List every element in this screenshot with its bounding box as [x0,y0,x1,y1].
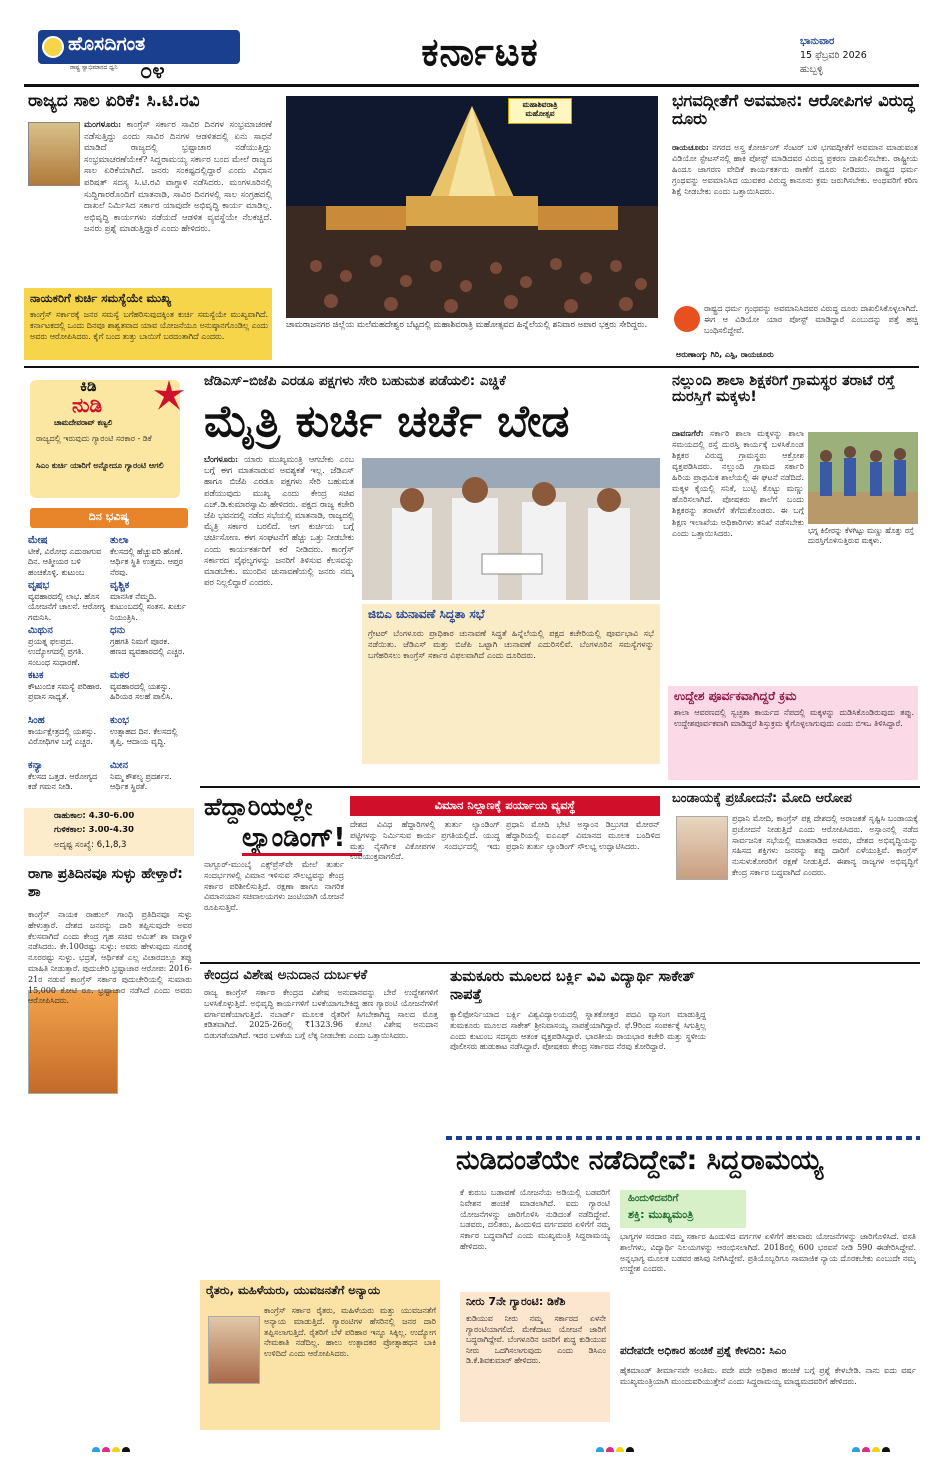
photo-caption: ಚಾಮರಾಜನಗರ ಜಿಲ್ಲೆಯ ಮಲೆಮಹದೇಶ್ವರ ಬೆಟ್ಟದಲ್ಲಿ ಮಹಾಶಿವರಾತ್ರಿ ಮಹೋತ್ಸವದ ಹಿನ್ನೆಲೆಯಲ್ಲಿ ಶನಿವಾರ ಅಪಾರ ಭಕ್ತರು ಸೇರಿದ್ದರು. [286,320,648,330]
power-headline: ಪದೇಪದೇ ಅಧಿಕಾರ ಹಂಚಿಕೆ ಪ್ರಶ್ನೆ ಕೇಳದಿರಿ: ಸಿಎಂ [620,1346,787,1357]
horoscope-sign [28,714,106,758]
story-dateline: ರಾಯಚೂರು: [672,142,709,152]
school-photo [808,432,918,524]
kidi-title: ಕಿಡಿ [80,378,97,394]
lead-story [200,372,662,782]
malvan-headline [718,968,918,986]
logo-tagline: ರಾಷ್ಟ್ರ ಸ್ವಾಭಿಮಾನದ ಧ್ವನಿ [70,64,118,71]
story-gita [668,92,920,364]
story-amit-shah [24,860,194,1440]
lead-body [204,454,354,764]
kidi-line2: ಸಿಎಂ ಕುರ್ಚಿ ಯಾರಿಗೆ ಅನ್ನೋದೂ ಗ್ಯಾರಂಟಿ ಆಗಲಿ [36,460,164,470]
school-sub-headline: ಉದ್ದೇಶ ಪೂರ್ವಕವಾಗಿದ್ದರೆ ಕ್ರಮ [674,690,797,703]
horoscope-sign-name: ತುಲಾ [110,535,129,546]
quote-icon [674,306,700,332]
horoscope-sign-text: ಕೌಟುಂಬಿಕ ಸಮಸ್ಯೆ ಪರಿಹಾರ. ಪ್ರವಾಸ ಸಾಧ್ಯತೆ. [28,682,102,702]
story-modi [668,790,920,958]
airport-body-2: ದೇಶದ ವಿವಿಧ ಹೆದ್ದಾರಿಗಳಲ್ಲಿ ತುರ್ತು ಲ್ಯಾಂಡಿಂಗ್ ಪಟ್ಟಿಗಳನ್ನು ನಿರ್ಮಿಸುವ ಕಾರ್ಯ ಪ್ರಗತಿಯಲ್ಲಿದೆ. ಯುದ್ಧ ಮತ್ತು ನೈಸರ್ಗಿಕ ವಿಕೋಪಗಳ ಸಂದರ್ಭದಲ್ಲಿ ಇದು ಉಪಯುಕ್ತವಾಗಲಿದೆ. [350,820,500,862]
story-body [672,142,918,302]
siddu-box-title [620,1190,746,1228]
grant-headline: ಕೇಂದ್ರದ ವಿಶೇಷ ಅನುದಾನ ದುರ್ಬಳಕೆ [204,968,368,983]
school-body [672,428,804,684]
lead-headline: ಮೈತ್ರಿ ಕುರ್ಚಿ ಚರ್ಚೆ ಬೇಡ [204,398,570,447]
horoscope-sign-text: ವ್ಯವಹಾರದಲ್ಲಿ ಯಶಸ್ಸು. ಹಿರಿಯರ ಸಲಹೆ ಪಾಲಿಸಿ. [110,682,173,702]
horoscope-sign-text: ಕೆಲಸದ ಒತ್ತಡ. ಆರೋಗ್ಯದ ಕಡೆ ಗಮನ ನೀಡಿ. [28,772,98,792]
horoscope-sign [28,534,106,578]
row-divider [200,786,920,788]
horoscope-sign-name: ಮಿಥುನ [28,625,53,636]
logo-emblem-icon [42,36,64,58]
story-body [84,120,272,284]
school-photo-illustration [808,432,918,524]
horoscope-title: ದಿನ ಭವಿಷ್ಯ [30,508,188,528]
dk-headline: ನೀರು 7ನೇ ಗ್ಯಾರಂಟಿ: ಡಿಕೆಶಿ [466,1296,566,1308]
horoscope-sign-text: ಕೆಲಸದಲ್ಲಿ ಹೆಚ್ಚುವರಿ ಹೊಣೆ. ಆರ್ಥಿಕ ಸ್ಥಿತಿ ಉತ್ತಮ. ಆಪ್ತರ ನೆರವು. [110,547,183,577]
horoscope-sign-name: ಧನು [110,625,126,636]
horoscope-sign-name: ಕುಂಭ [110,715,129,726]
gulikakala: ಗುಳಿಕಕಾಲ: 3.00-4.30 [54,826,134,835]
horoscope-sign [110,534,188,578]
kidi-author: ಚಾಮದೇವರಾವ್ ಕಣ್ವಲಿ [54,418,113,427]
amit-headline: ರಾಗಾ ಪ್ರತಿದಿನವೂ ಸುಳ್ಳು ಹೇಳ್ತಾರೆ: ಶಾ [28,866,183,900]
row-divider [200,962,920,964]
quote-attribution: ಅರುಣಾಂಗ್ಶು ಗಿರಿ, ಎಸ್ಪಿ, ರಾಯಚೂರು [676,350,774,359]
sub-body: ಕಾಂಗ್ರೆಸ್ ಸರ್ಕಾರಕ್ಕೆ ಜನರ ಸಮಸ್ಯೆ ಬಗೆಹರಿಸುವುದಕ್ಕಿಂತ ಕುರ್ಚಿ ಸಮಸ್ಯೆಯೇ ಮುಖ್ಯವಾಗಿದೆ. ಕರ್ನಾಟಕದಲ್ಲಿ ಒಂದು ದಿನವೂ ಶಾಶ್ವತವಾದ ಯಾವ ಯೋಜನೆಯೂ ಅನುಷ್ಠಾನಗೊಂಡಿಲ್ಲ ಎಂದು ಅವರು ಆರೋಪಿಸಿದರು. ಕೈಗೆ ಬಂದ ತುತ್ತು ಬಾಯಿಗೆ ಬರದಂತಾಗಿದೆ ಎಂದರು. [30,310,268,341]
story-dateline: ಮಂಗಳೂರು: [84,120,122,130]
temple-photo-illustration [286,96,658,318]
story-debt [24,92,274,360]
story-text: ನಗರದ ಅಸ್ತ್ರ ಕೋರ್ಚಿಂಗ್ ಸೆಂಟರ್ ಬಳಿ ಭಗವದ್ಗೀತೆಗೆ ಅವಮಾನ ಮಾಡುವಂತ ವಿಡಿಯೋ ಸ್ಟೇಟಸ್‌ನಲ್ಲಿ ಹಾಕಿ ಪೋಸ್ಟ್ ಮಾಡಿದವರ ವಿರುದ್ಧ ಪ್ರಕರಣ ದಾಖಲಿಸಬೇಕು. ರಾಷ್ಟ್ರೀಯ ಹಿಂದೂ ಜಾಗರಣ ವೇದಿಕೆ ಕಾರ್ಯಕರ್ತರು ಠಾಣೆಗೆ ದೂರು ನೀಡಿದರು. ರಾಷ್ಟ್ರದ ಧರ್ಮ ಗ್ರಂಥವನ್ನು ಅವಮಾನಿಸಿದ ಯುವಕರ ವಿರುದ್ಧ ಕಾನೂನು ಕ್ರಮ ಜರುಗಿಸಬೇಕು. ಅಂಥವರಿಗೆ ಕಠಿಣ ಶಿಕ್ಷೆ ನೀಡಬೇಕು ಎಂದು ಒತ್ತಾಯಿಸಿದರು. [672,142,918,197]
horoscope-sign [28,759,106,803]
horoscope-footer [24,808,194,856]
story-malvan [714,966,920,1130]
airport-body-1: ನಾಗ್ಪೂರ್-ಮುಂಬೈ ಎಕ್ಸ್‌ಪ್ರೆಸ್‌ವೇ ಮೇಲೆ ತುರ್ತು ಸಂದರ್ಭಗಳಲ್ಲಿ ವಿಮಾನ ಇಳಿಸುವ ಸೌಲಭ್ಯವನ್ನು ಕೇಂದ್ರ ಸರ್ಕಾರ ಪರಿಶೀಲಿಸುತ್ತಿದೆ. ರಕ್ಷಣಾ ಹಾಗೂ ನಾಗರಿಕ ವಿಮಾನಯಾನ ಸಚಿವಾಲಯಗಳು ಜಂಟಿಯಾಗಿ ಯೋಜನೆ ರೂಪಿಸುತ್ತಿವೆ. [204,860,344,913]
horoscope-grid [28,534,188,808]
horoscope-sign-text: ನಿಮ್ಮ ಕೌಶಲ್ಯ ಪ್ರದರ್ಶನ. ಆರ್ಥಿಕ ಸ್ಥಿರತೆ. [110,772,172,792]
lead-sub-headline: ಜಿಬಿಎ ಚುನಾವಣೆ ಸಿದ್ಧತಾ ಸಭೆ [368,608,485,621]
story-highway-landing [200,790,662,958]
horoscope-sign [110,714,188,758]
sub-box [24,288,272,360]
lead-photo [362,458,660,600]
lead-sub-box [362,604,660,764]
story-headline: ರಾಜ್ಯದ ಸಾಲ ಏರಿಕೆ: ಸಿ.ಟಿ.ರವಿ [28,92,200,111]
horoscope-sign [28,624,106,668]
horoscope-sign-name: ಮೀನ [110,760,128,771]
horoscope-sign [110,624,188,668]
kidi-nudi-box [24,372,194,502]
stripe-divider [446,1136,920,1140]
school-headline: ನಲ್ಲುಂದಿ ಶಾಲಾ ಶಿಕ್ಷಕರಿಗೆ ಗ್ರಾಮಸ್ಥರ ತರಾಟೆ ರಸ್ತೆ ದುರಸ್ತಿಗೆ ಮಕ್ಕಳು! [672,374,895,405]
siddu-box-body: ಭಾಗ್ಯಗಳ ಸರದಾರ ನಮ್ಮ ಸರ್ಕಾರ ಹಿಂದುಳಿದ ವರ್ಗಗಳ ಏಳಿಗೆಗೆ ಹಲವಾರು ಯೋಜನೆಗಳನ್ನು ಜಾರಿಗೊಳಿಸಿದೆ. ವಸತಿ ಶಾಲೆಗಳು, ವಿದ್ಯಾರ್ಥಿ ನಿಲಯಗಳನ್ನು ಆರಂಭಿಸಲಾಗಿದೆ. 2018ರಲ್ಲಿ 600 ಭರವಸೆ ನೀಡಿ 590 ಈಡೇರಿಸಿದ್ದೇವೆ. ಅನ್ನಭಾಗ್ಯ ಮೂಲಕ ಬಡವರ ಹಸಿವು ನೀಗಿಸಿದ್ದೇವೆ. ಪ್ರತಿಯೊಬ್ಬರಿಗೂ ಸಾಮಾಜಿಕ ನ್ಯಾಯ ದೊರಕಬೇಕು ಎಂಬುದೇ ನಮ್ಮ ಉದ್ದೇಶ ಎಂದರು. [620,1232,916,1274]
lead-text: ಯಾರು ಮುಖ್ಯಮಂತ್ರಿ ಆಗಬೇಕು ಎಂಬ ಬಗ್ಗೆ ಈಗ ಮಾತನಾಡುವ ಅವಶ್ಯಕತೆ ಇಲ್ಲ. ಜೆಡಿಎಸ್ ಹಾಗೂ ಬಿಜೆಪಿ ಎರಡೂ ಪಕ್ಷಗಳು ಸೇರಿ ಬಹುಮತ ಪಡೆಯುವುದು ಮುಖ್ಯ ಎಂದು ಕೇಂದ್ರ ಸಚಿವ ಎಚ್.ಡಿ.ಕುಮಾರಸ್ವಾಮಿ ಹೇಳಿದರು. ಪಕ್ಷದ ರಾಜ್ಯ ಕಚೇರಿ ಜೆಪಿ ಭವನದಲ್ಲಿ ನಡೆದ ಸಭೆಯಲ್ಲಿ ಮಾತನಾಡಿ, ರಾಜ್ಯದಲ್ಲಿ ಮೈತ್ರಿ ಸರ್ಕಾರ ಬರಲಿದೆ. ಆಗ ಕುರ್ಚಿಯ ಬಗ್ಗೆ ಚರ್ಚಿಸೋಣ. ಈಗ ಸಂಘಟನೆಗೆ ಹೆಚ್ಚು ಒತ್ತು ನೀಡಬೇಕು ಎಂದು ಕಾರ್ಯಕರ್ತರಿಗೆ ಕರೆ ನೀಡಿದರು. ಕಾಂಗ್ರೆಸ್ ಸರ್ಕಾರದ ವೈಫಲ್ಯಗಳನ್ನು ಜನರಿಗೆ ತಿಳಿಸುವ ಕೆಲಸವನ್ನು ಮಾಡಬೇಕು. ಮುಂದಿನ ಚುನಾವಣೆಯಲ್ಲಿ ಜನರು ನಮ್ಮ ಪರ ನಿಲ್ಲಲಿದ್ದಾರೆ ಎಂದರು. [204,454,354,588]
horoscope-sign-text: ಉತ್ಸಾಹದ ದಿನ. ಕೆಲಸದಲ್ಲಿ ತೃಪ್ತಿ. ಆದಾಯ ವೃದ್ಧಿ. [110,727,178,747]
story-grant [200,966,440,1276]
registration-marks-left [92,1440,152,1452]
horoscope-sign-text: ಗ್ರಹಗತಿ ನಿಮಗೆ ಪೂರಕ. ಹಣದ ವ್ಯವಹಾರದಲ್ಲಿ ಎಚ್ಚರ. [110,637,185,657]
school-sub-box [668,686,918,780]
lead-kicker: ಜೆಡಿಎಸ್–ಬಿಜೆಪಿ ಎರಡೂ ಪಕ್ಷಗಳು ಸೇರಿ ಬಹುಮತ ಪಡೆಯಲಿ: ಎಚ್ಡಿಕೆ [204,374,506,389]
horoscope-sign-text: ಟೀಕೆ, ವಿರೋಧ ಎದುರಾಗುವ ದಿನ. ಆತ್ಮೀಯರ ಬಳಿ ಹಂಚಿಕೊಳ್ಳಿ. ಕುಟುಂಬ [28,547,102,577]
temple-photo [286,96,658,318]
horoscope-sign-name: ಮಕರ [110,670,130,681]
horoscope-sign-text: ಕಾರ್ಯಕ್ಷೇತ್ರದಲ್ಲಿ ಯಶಸ್ಸು. ವಿರೋಧಿಗಳ ಬಗ್ಗೆ ಎಚ್ಚರ. [28,727,96,747]
dk-box [460,1292,610,1422]
school-photo-caption: ಭಗ್ನ ಕಿಲೀರನ್ನು ಕೆಳಗಿಟ್ಟು ಮಣ್ಣು ಹೊತ್ತು ರಸ್ತೆ ದುರಸ್ತಿಗೊಳಿಸುತ್ತಿರುವ ಮಕ್ಕಳು. [808,526,914,545]
dk-body: ಕುಡಿಯುವ ನೀರು ನಮ್ಮ ಸರ್ಕಾರದ ಏಳನೇ ಗ್ಯಾರಂಟಿಯಾಗಲಿದೆ. ಮೇಕೆದಾಟು ಯೋಜನೆ ಜಾರಿಗೆ ಬದ್ಧರಾಗಿದ್ದೇವೆ. ಬೆಂಗಳೂರಿನ ಜನರಿಗೆ ಶುದ್ಧ ಕುಡಿಯುವ ನೀರು ಒದಗಿಸಲಾಗುವುದು ಎಂದು ಡಿಸಿಎಂ ಡಿ.ಕೆ.ಶಿವಕುಮಾರ್ ಹೇಳಿದರು. [466,1314,606,1366]
tumakuru-body: ಕ್ಯಾಲಿಫೋರ್ನಿಯಾದ ಬರ್ಕ್ಲಿ ವಿಶ್ವವಿದ್ಯಾಲಯದಲ್ಲಿ ಸ್ನಾತಕೋತ್ತರ ಪದವಿ ವ್ಯಾಸಂಗ ಮಾಡುತ್ತಿದ್ದ ತುಮಕೂರು ಮೂಲದ ಸಾಕೇತ್ ಶ್ರೀನಿವಾಸಯ್ಯ ನಾಪತ್ತೆಯಾಗಿದ್ದಾರೆ. ಫೆ.9ರಿಂದ ಸಂಪರ್ಕಕ್ಕೆ ಸಿಗುತ್ತಿಲ್ಲ ಎಂದು ಕುಟುಂಬ ಸದಸ್ಯರು ಆತಂಕ ವ್ಯಕ್ತಪಡಿಸಿದ್ದಾರೆ. ಭಾರತೀಯ ರಾಯಭಾರ ಕಚೇರಿ ಮತ್ತು ಸ್ಥಳೀಯ ಪೊಲೀಸರು ಹುಡುಕಾಟ ನಡೆಸಿದ್ದಾರೆ. ಪೋಷಕರು ಕೇಂದ್ರ ಸರ್ಕಾರದ ನೆರವು ಕೋರಿದ್ದಾರೆ. [450,1010,706,1052]
story-school [668,372,920,782]
lead-dateline: ಬೆಂಗಳೂರು: [204,454,239,464]
horoscope-sign-name: ವೃಶ್ಚಿಕ [110,580,130,591]
horoscope-sign [110,579,188,623]
siddu-box-title-1: ಹಿಂದುಳಿದವರಿಗೆ [628,1193,679,1204]
siddu-headline: ನುಡಿದಂತೆಯೇ ನಡೆದಿದ್ದೇವೆ: ಸಿದ್ದರಾಮಯ್ಯ [456,1146,824,1176]
horoscope-section [24,508,194,808]
story-headline: ಭಗವದ್ಗೀತೆಗೆ ಅವಮಾನ: ಆರೋಪಿಗಳ ವಿರುದ್ಧ ದೂರು [672,92,915,129]
grant-body: ರಾಜ್ಯ ಕಾಂಗ್ರೆಸ್ ಸರ್ಕಾರ ಕೇಂದ್ರದ ವಿಶೇಷ ಅನುದಾನವನ್ನು ಬೇರೆ ಉದ್ದೇಶಗಳಿಗೆ ಬಳಸಿಕೊಳ್ಳುತ್ತಿದೆ. ಅಭಿವೃದ್ಧಿ ಕಾರ್ಯಗಳಿಗೆ ಬಳಕೆಯಾಗಬೇಕಿದ್ದ ಹಣ ಗ್ಯಾರಂಟಿ ಯೋಜನೆಗಳಿಗೆ ವರ್ಗಾವಣೆಯಾಗುತ್ತಿದೆ. ನಬಾರ್ಡ್ ಮೂಲಕ ರೈತರಿಗೆ ಸಿಗಬೇಕಾಗಿದ್ದ ಸಾಲದ ಮೊತ್ತ ಕಡಿತವಾಗಿದೆ. 2025-26ರಲ್ಲಿ ₹1323.96 ಕೋಟಿ ವಿಶೇಷ ಅನುದಾನ ಬಿಡುಗಡೆಯಾಗಿದೆ. ಇದರ ಬಳಕೆಯ ಬಗ್ಗೆ ಲೆಕ್ಕ ನೀಡಬೇಕು ಎಂದು ಒತ್ತಾಯಿಸಿದರು. [204,988,438,1041]
school-sub-body: ಶಾಲಾ ಆವರಣದಲ್ಲಿ ಸ್ವಚ್ಛತಾ ಕಾರ್ಯದ ನೆಪದಲ್ಲಿ ಮಕ್ಕಳನ್ನು ದುಡಿಸಿಕೊಂಡಿರುವುದು ತಪ್ಪು. ಉದ್ದೇಶಪೂರ್ವಕವಾಗಿ ಮಾಡಿದ್ದರೆ ಶಿಸ್ತುಕ್ರಮ ಕೈಗೊಳ್ಳಲಾಗುವುದು ಎಂದು ಬಿಇಒ ತಿಳಿಸಿದ್ದಾರೆ. [674,708,914,728]
airport-kicker: ವಿಮಾನ ನಿಲ್ದಾಣಕ್ಕೆ ಪರ್ಯಾಯ ವ್ಯವಸ್ಥೆ [350,796,660,816]
story-text: ಕಾಂಗ್ರೆಸ್ ಸರ್ಕಾರ ಸಾವಿರ ದಿನಗಳ ಸಂಭ್ರಮಾಚರಣೆ ನಡೆಸುತ್ತಿದ್ದು ಎಂದು ಸಾವಿರ ದಿನಗಳ ಆಡಳಿತದಲ್ಲಿ ಏನು ಸಾಧನೆ ಮಾಡಿದೆ ರಾಜ್ಯದಲ್ಲಿ ಭ್ರಷ್ಟಾಚಾರ ನಡೆಯುತ್ತಿದ್ದು ಸಂಭ್ರಮಾಚರಣೆಯೇಕೆ? ಸಿದ್ದರಾಮಯ್ಯ ಸರ್ಕಾರ ಬಂದ ಮೇಲೆ ರಾಜ್ಯದ ಸಾಲ ಏರಿಕೆಯಾಗಿದೆ. ಜನರು ಸಂಕಷ್ಟದಲ್ಲಿದ್ದಾರೆ ಎಂದು ವಿಧಾನ ಪರಿಷತ್ ಸದಸ್ಯ ಸಿ.ಟಿ.ರವಿ ವಾಗ್ದಾಳಿ ನಡೆಸಿದರು. ಮಂಗಳೂರಿನಲ್ಲಿ ಸುದ್ದಿಗಾರರೊಂದಿಗೆ ಮಾತನಾಡಿ, ಸಾವಿರ ದಿನಗಳಲ್ಲಿ ಸಾಲ ಸಂಗ್ರಹದಲ್ಲಿ ದಾಖಲೆ ನಿರ್ಮಿಸಿದ ಸರ್ಕಾರ ಯಾವುದೇ ಅಭಿವೃದ್ಧಿ ಕಾರ್ಯ ಮಾಡಿಲ್ಲ. ಅಭಿವೃದ್ಧಿ ಕಾರ್ಯಗಳು ನಡೆಯದೆ ಆಡಳಿತ ವ್ಯವಸ್ಥೆಯೇ ನೆಲಕಚ್ಚಿದೆ. ಜನರು ಪ್ರಶ್ನೆ ಮಾಡುತ್ತಿದ್ದಾರೆ ಎಂದು ಹೇಳಿದರು. [84,120,272,235]
modi-photo [676,816,728,880]
horoscope-sign-name: ಕನ್ಯಾ [28,760,43,771]
horoscope-sign-name: ಸಿಂಹ [28,715,45,726]
horoscope-sign-text: ವ್ಯವಹಾರದಲ್ಲಿ ಲಾಭ. ಹೊಸ ಯೋಜನೆಗೆ ಚಾಲನೆ. ಆರೋಗ್ಯ ಗಮನಿಸಿ. [28,592,106,622]
lucky-number: ಅದೃಷ್ಟ ಸಂಖ್ಯೆ: 6,1,8,3 [54,840,127,850]
horoscope-sign-name: ವೃಷಭ [28,580,50,591]
airport-headline-2: ಲ್ಯಾಂಡಿಂಗ್! [242,824,362,856]
issue-date: 15 ಫೆಬ್ರವರಿ 2026 [800,50,867,61]
power-body: ಹೈಕಮಾಂಡ್ ತೀರ್ಮಾನವೇ ಅಂತಿಮ. ಪದೇ ಪದೇ ಅಧಿಕಾರ ಹಂಚಿಕೆ ಬಗ್ಗೆ ಪ್ರಶ್ನೆ ಕೇಳಬೇಡಿ. ನಾನು ಐದು ವರ್ಷ ಮುಖ್ಯಮಂತ್ರಿಯಾಗಿ ಮುಂದುವರಿಯುತ್ತೇನೆ ಎಂದು ಸಿದ್ದರಾಮಯ್ಯ ಮಾಧ್ಯಮದವರಿಗೆ ಹೇಳಿದರು. [620,1366,916,1386]
airport-body-3: ಪ್ರಧಾನಿ ಮೋದಿ ಭೇಟಿ ಅಸ್ಸಾಂನ ಡಿಬ್ರುಗಡ ಮೋರನ್ ಹೆದ್ದಾರಿಯಲ್ಲಿ ಐಎಎಫ್ ವಿಮಾನದ ಮೂಲಕ ಬಂದಿಳಿದ ಪ್ರಧಾನಿ ತುರ್ತು ಲ್ಯಾಂಡಿಂಗ್ ಸೌಲಭ್ಯ ಉದ್ಘಾಟಿಸಿದರು. [506,820,660,851]
spark-icon [154,380,184,410]
photo-story [280,92,664,360]
horoscope-sign-name: ಕಟಕ [28,670,44,681]
section-title: ಕರ್ನಾಟಕ [421,32,539,74]
quote-text: ರಾಷ್ಟ್ರದ ಧರ್ಮ ಗ್ರಂಥವನ್ನು ಅವಮಾನಿಸಿದವರ ವಿರುದ್ಧ ದೂರು ದಾಖಲಿಸಿಕೊಳ್ಳಲಾಗಿದೆ. ಈಗ ಆ ವಿಡಿಯೋ ಯಾರ ಪೋಸ್ಟ್ ಮಾಡಿದ್ದಾರೆ ಎಂಬುದನ್ನು ಪತ್ತೆ ಹಚ್ಚಿ ಬಂಧಿಸಲಿದ್ದೇವೆ. [704,304,918,335]
horoscope-sign-name: ಮೇಷ [28,535,48,546]
ryot-photo [208,1316,260,1384]
modi-body: ಪ್ರಧಾನಿ ಮೋದಿ, ಕಾಂಗ್ರೆಸ್ ಪಕ್ಷ ದೇಶದಲ್ಲಿ ಅರಾಜಕತೆ ಸೃಷ್ಟಿಸಿ ಬಂಡಾಯಕ್ಕೆ ಪ್ರಚೋದನೆ ನೀಡುತ್ತಿದೆ ಎಂದು ಆರೋಪಿಸಿದರು. ಅಸ್ಸಾಂನಲ್ಲಿ ನಡೆದ ಸಾರ್ವಜನಿಕ ಸಭೆಯಲ್ಲಿ ಮಾತನಾಡಿದ ಅವರು, ದೇಶದ ಅಭಿವೃದ್ಧಿಯನ್ನು ಸಹಿಸದ ಶಕ್ತಿಗಳು ಜನರನ್ನು ತಪ್ಪು ದಾರಿಗೆ ಎಳೆಯುತ್ತಿವೆ. ಕಾಂಗ್ರೆಸ್ ನುಸುಳುಕೋರರಿಗೆ ರಕ್ಷಣೆ ನೀಡುತ್ತಿದೆ. ಈಶಾನ್ಯ ರಾಜ್ಯಗಳ ಅಭಿವೃದ್ಧಿಗೆ ಕೇಂದ್ರ ಸರ್ಕಾರ ಬದ್ಧವಾಗಿದೆ ಎಂದರು. [732,814,918,877]
rahukala: ರಾಹುಕಾಲ: 4.30-6.00 [54,812,135,821]
horoscope-sign [28,669,106,713]
siddu-body: ಕೆ ಕುರುಬ ಬಡಾವಣೆ ಯೋಜನೆಯ ಅಡಿಯಲ್ಲಿ ಬಡವರಿಗೆ ನಿವೇಶನ ಹಂಚಿಕೆ ಮಾಡಲಾಗಿದೆ. ಐದು ಗ್ಯಾರಂಟಿ ಯೋಜನೆಗಳನ್ನು ಜಾರಿಗೊಳಿಸಿ ನುಡಿದಂತೆ ನಡೆದಿದ್ದೇವೆ. ಬಡವರು, ದಲಿತರು, ಹಿಂದುಳಿದ ವರ್ಗದವರ ಏಳಿಗೆಗೆ ನಮ್ಮ ಸರ್ಕಾರ ಬದ್ಧವಾಗಿದೆ ಎಂದು ಮುಖ್ಯಮಂತ್ರಿ ಸಿದ್ದರಾಮಯ್ಯ ಹೇಳಿದರು. [460,1188,610,1251]
masthead-rule [24,84,919,87]
malvan-body [718,988,918,1128]
tumakuru-headline: ತುಮಕೂರು ಮೂಲದ ಬರ್ಕ್ಲಿ ವಿವಿ ವಿದ್ಯಾರ್ಥಿ ಸಾಕೇತ್ ನಾಪತ್ತೆ [450,969,695,1004]
story-ryot [200,1280,440,1430]
row-divider [24,366,919,368]
horoscope-sign [28,579,106,623]
modi-headline: ಬಂಡಾಯಕ್ಕೆ ಪ್ರಚೋದನೆ: ಮೋದಿ ಆರೋಪ [672,792,852,806]
horoscope-sign [110,669,188,713]
kidi-line1: ರಾಜ್ಯದಲ್ಲಿ ಇರುವುದು ಗ್ಯಾರಂಟಿ ಸರಕಾರ - ಡಿಕೆ [36,434,152,443]
siddu-box-title-2: ಶಕ್ತಿ: ಮುಖ್ಯಮಂತ್ರಿ [628,1209,694,1221]
masthead [0,0,945,88]
airport-headline-1: ಹೆದ್ದಾರಿಯಲ್ಲೇ [204,794,313,821]
horoscope-sign [110,759,188,803]
story-tumakuru [446,966,708,1130]
sub-headline: ನಾಯಕರಿಗೆ ಕುರ್ಚಿ ಸಮಸ್ಯೆಯೇ ಮುಖ್ಯ [30,292,172,305]
page-number: ೦೪ [140,60,165,84]
ct-ravi-photo [28,122,80,186]
registration-marks-center [596,1440,656,1452]
story-siddaramaiah [446,1136,920,1440]
ryot-headline: ರೈತರು, ಮಹಿಳೆಯರು, ಯುವಜನತೆಗೆ ಅನ್ಯಾಯ [206,1284,381,1297]
school-dateline: ದಾವಣಗೆರೆ: [672,428,704,438]
registration-marks-right [852,1440,912,1452]
logo-block [38,30,240,64]
nudi-title: ನುಡಿ [72,394,103,416]
logo-name: ಹೊಸದಿಗಂತ [68,34,146,55]
ryot-body: ಕಾಂಗ್ರೆಸ್ ಸರ್ಕಾರ ರೈತರು, ಮಹಿಳೆಯರು ಮತ್ತು ಯುವಜನತೆಗೆ ಅನ್ಯಾಯ ಮಾಡುತ್ತಿದೆ. ಗ್ಯಾರಂಟಿಗಳ ಹೆಸರಿನಲ್ಲಿ ಜನರ ದಾರಿ ತಪ್ಪಿಸಲಾಗುತ್ತಿದೆ. ರೈತರಿಗೆ ಬೆಳೆ ಪರಿಹಾರ ಇನ್ನೂ ಸಿಕ್ಕಿಲ್ಲ. ಉದ್ಯೋಗ ನೇಮಕಾತಿ ನಡೆದಿಲ್ಲ. ಹಾಲು ಉತ್ಪಾದಕರ ಪ್ರೋತ್ಸಾಹಧನ ಬಾಕಿ ಉಳಿದಿದೆ ಎಂದು ಆರೋಪಿಸಿದರು. [264,1306,436,1359]
horoscope-sign-text: ಮಾನಸಿಕ ನೆಮ್ಮದಿ. ಕುಟುಂಬದಲ್ಲಿ ಸಂತಸ. ಖರ್ಚು ನಿಯಂತ್ರಿಸಿ. [110,592,186,622]
school-text: ಸರ್ಕಾರಿ ಶಾಲಾ ಮಕ್ಕಳನ್ನು ಶಾಲಾ ಸಮಯದಲ್ಲಿ ರಸ್ತೆ ದುರಸ್ತಿ ಕಾರ್ಯಕ್ಕೆ ಬಳಸಿಕೊಂಡ ಶಿಕ್ಷಕರ ವಿರುದ್ಧ ಗ್ರಾಮಸ್ಥರು ಆಕ್ರೋಶ ವ್ಯಕ್ತಪಡಿಸಿದರು. ನಲ್ಲುಂದಿ ಗ್ರಾಮದ ಸರ್ಕಾರಿ ಹಿರಿಯ ಪ್ರಾಥಮಿಕ ಶಾಲೆಯಲ್ಲಿ ಈ ಘಟನೆ ನಡೆದಿದೆ. ಮಕ್ಕಳ ಕೈಯಲ್ಲಿ ಸನಿಕೆ, ಬುಟ್ಟಿ ಕೊಟ್ಟು ಮಣ್ಣು ಹೊರಿಸಲಾಗಿದೆ. ಪೋಷಕರು ಶಾಲೆಗೆ ಬಂದು ಶಿಕ್ಷಕರನ್ನು ತರಾಟೆಗೆ ತೆಗೆದುಕೊಂಡರು. ಈ ಬಗ್ಗೆ ಶಿಕ್ಷಣ ಇಲಾಖೆಯ ಅಧಿಕಾರಿಗಳು ತನಿಖೆ ನಡೆಸಬೇಕು ಎಂದು ಒತ್ತಾಯಿಸಿದರು. [672,428,804,538]
edition-name: ಹುಬ್ಬಳ್ಳಿ [800,64,823,75]
horoscope-sign-text: ಪ್ರಯತ್ನ ಫಲಪ್ರದ. ಉದ್ಯೋಗದಲ್ಲಿ ಪ್ರಗತಿ. ಸಂಬಂಧ ಸುಧಾರಣೆ. [28,637,85,667]
lead-photo-illustration [362,458,660,600]
lead-sub-body: ಗ್ರೇಟರ್ ಬೆಂಗಳೂರು ಪ್ರಾಧಿಕಾರ ಚುನಾವಣೆ ಸಿದ್ಧತೆ ಹಿನ್ನೆಲೆಯಲ್ಲಿ ಪಕ್ಷದ ಕಚೇರಿಯಲ್ಲಿ ಪೂರ್ವಭಾವಿ ಸಭೆ ನಡೆಯಿತು. ಜೆಡಿಎಸ್ ಮತ್ತು ಬಿಜೆಪಿ ಒಟ್ಟಾಗಿ ಚುನಾವಣೆ ಎದುರಿಸಲಿವೆ. ಬೆಂಗಳೂರಿನ ಸಮಸ್ಯೆಗಳನ್ನು ಬಗೆಹರಿಸಲು ಕಾಂಗ್ರೆಸ್ ಸರ್ಕಾರ ವಿಫಲವಾಗಿದೆ ಎಂದು ದೂರಿದರು. [368,628,654,661]
amit-body: ಕಾಂಗ್ರೆಸ್ ನಾಯಕ ರಾಹುಲ್ ಗಾಂಧಿ ಪ್ರತಿದಿನವೂ ಸುಳ್ಳು ಹೇಳುತ್ತಾರೆ. ದೇಶದ ಜನರನ್ನು ದಾರಿ ತಪ್ಪಿಸುವುದೇ ಅವರ ಕೆಲಸವಾಗಿದೆ ಎಂದು ಕೇಂದ್ರ ಗೃಹ ಸಚಿವ ಅಮಿತ್ ಶಾ ವಾಗ್ದಾಳಿ ನಡೆಸಿದರು. ಕೇ.100ರಷ್ಟು ಸುಳ್ಳು: ಅವರು ಹೇಳುವುದು ನೂರಕ್ಕೆ ನೂರರಷ್ಟು ಸುಳ್ಳು. ಭದ್ರತೆ, ಆರ್ಥಿಕತೆ ಎಲ್ಲ ವಿಚಾರದಲ್ಲೂ ತಪ್ಪು ಮಾಹಿತಿ ನೀಡುತ್ತಾರೆ. ಪುದುಚೇರಿ ಭ್ರಷ್ಟಾಚಾರ ಆರೋಪ: 2016-21ರ ನಡುವೆ ಕಾಂಗ್ರೆಸ್ ಸರ್ಕಾರ ಪುದುಚೇರಿಯಲ್ಲಿ ಸುಮಾರು 15,000 ಕೋಟಿ ರೂ. ಭ್ರಷ್ಟಾಚಾರ ನಡೆಸಿದೆ ಎಂದು ಅವರು ಆರೋಪಿಸಿದರು. [28,910,192,1006]
photo-tag: ಮಹಾಶಿವರಾತ್ರಿ ಮಹೋತ್ಸವ [508,98,572,124]
issue-day: ಭಾನುವಾರ [800,36,835,47]
